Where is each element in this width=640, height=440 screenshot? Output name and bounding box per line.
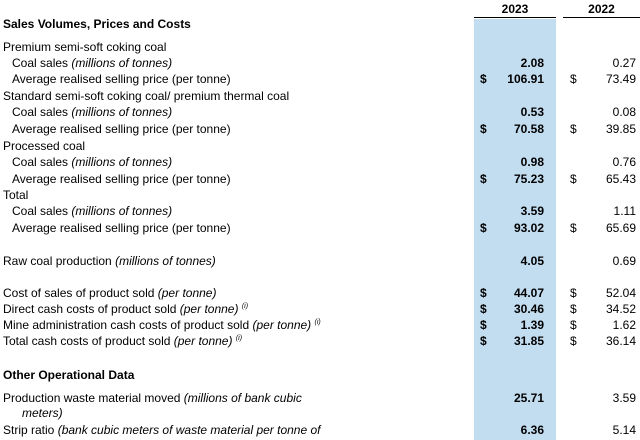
column-header-2022: 2022 bbox=[588, 2, 615, 16]
value-2022: 5.14 bbox=[612, 423, 636, 437]
column-header-2023-rule bbox=[474, 17, 556, 18]
currency-symbol: $ bbox=[570, 122, 577, 136]
value-2022: 39.85 bbox=[605, 122, 636, 136]
row-label: Production waste material moved (millions of bank cubic bbox=[3, 391, 302, 405]
currency-symbol: $ bbox=[480, 221, 487, 235]
value-2022: 0.08 bbox=[612, 105, 636, 119]
value-2023: 4.05 bbox=[520, 254, 544, 268]
currency-symbol: $ bbox=[570, 172, 577, 186]
currency-symbol: $ bbox=[480, 72, 487, 86]
value-2022: 34.52 bbox=[605, 302, 636, 316]
value-2022: 65.43 bbox=[605, 172, 636, 186]
value-2023: 31.85 bbox=[513, 334, 544, 348]
row-label: Cost of sales of product sold (per tonne) bbox=[3, 286, 217, 300]
value-2022: 52.04 bbox=[605, 286, 636, 300]
group-title: Total bbox=[3, 188, 29, 202]
currency-symbol: $ bbox=[570, 221, 577, 235]
row-label: Average realised selling price (per tonne) bbox=[12, 72, 231, 86]
value-2023: 25.71 bbox=[513, 391, 544, 405]
other-section-title: Other Operational Data bbox=[3, 368, 135, 382]
currency-symbol: $ bbox=[480, 334, 487, 348]
row-label: Average realised selling price (per tonne) bbox=[12, 221, 231, 235]
currency-symbol: $ bbox=[480, 122, 487, 136]
group-title: Standard semi-soft coking coal/ premium thermal coal bbox=[3, 89, 290, 103]
footnote-marker: (i) bbox=[314, 319, 321, 326]
currency-symbol: $ bbox=[480, 172, 487, 186]
currency-symbol: $ bbox=[570, 302, 577, 316]
section-title: Sales Volumes, Prices and Costs bbox=[3, 17, 191, 31]
value-2023: 30.46 bbox=[513, 302, 544, 316]
currency-symbol: $ bbox=[480, 286, 487, 300]
currency-symbol: $ bbox=[570, 334, 577, 348]
value-2022: 36.14 bbox=[605, 334, 636, 348]
group-title: Premium semi-soft coking coal bbox=[3, 40, 167, 54]
currency-symbol: $ bbox=[480, 318, 487, 332]
currency-symbol: $ bbox=[570, 318, 577, 332]
value-2023: 2.08 bbox=[520, 56, 544, 70]
row-label: Coal sales (millions of tonnes) bbox=[12, 155, 173, 169]
row-label: Mine administration cash costs of product sold (per tonne) $^{(i)}$ bbox=[3, 318, 321, 332]
value-2022: 1.62 bbox=[612, 318, 636, 332]
row-label: Coal sales (millions of tonnes) bbox=[12, 105, 173, 119]
value-2022: 0.69 bbox=[612, 254, 636, 268]
value-2022: 3.59 bbox=[612, 391, 636, 405]
row-label: Strip ratio (bank cubic meters of waste material per tonne of bbox=[3, 423, 321, 437]
group-title: Processed coal bbox=[3, 139, 86, 153]
value-2023: 44.07 bbox=[513, 286, 544, 300]
currency-symbol: $ bbox=[570, 72, 577, 86]
value-2022: 0.27 bbox=[612, 56, 636, 70]
value-2023: 6.36 bbox=[520, 423, 544, 437]
row-label: Raw coal production (millions of tonnes) bbox=[3, 254, 216, 268]
value-2023: 75.23 bbox=[513, 172, 544, 186]
row-label: Coal sales (millions of tonnes) bbox=[12, 204, 173, 218]
column-header-2023: 2023 bbox=[501, 2, 529, 16]
footnote-marker: (i) bbox=[235, 335, 243, 342]
value-2022: 65.69 bbox=[605, 221, 636, 235]
row-label-continued: meters) bbox=[22, 406, 63, 420]
value-2023: 3.59 bbox=[520, 204, 544, 218]
value-2023: 106.91 bbox=[507, 72, 544, 86]
currency-symbol: $ bbox=[570, 286, 577, 300]
footnote-marker: (i) bbox=[241, 303, 249, 310]
row-label: Direct cash costs of product sold (per tonne) $^{(i)}$ bbox=[3, 302, 249, 316]
value-2022: 0.76 bbox=[612, 155, 636, 169]
value-2022: 73.49 bbox=[605, 72, 636, 86]
value-2023: 0.98 bbox=[520, 155, 544, 169]
value-2023: 70.58 bbox=[513, 122, 544, 136]
row-label: Average realised selling price (per tonne) bbox=[12, 122, 231, 136]
row-label: Total cash costs of product sold (per tonne) $^{(i)}$ bbox=[3, 334, 243, 348]
column-header-2022-rule bbox=[563, 17, 640, 18]
value-2023: 0.53 bbox=[520, 105, 544, 119]
row-label: Coal sales (millions of tonnes) bbox=[12, 56, 173, 70]
row-label: Average realised selling price (per tonne) bbox=[12, 172, 231, 186]
value-2022: 1.11 bbox=[613, 204, 636, 218]
currency-symbol: $ bbox=[480, 302, 487, 316]
value-2023: 93.02 bbox=[513, 221, 544, 235]
value-2023: 1.39 bbox=[520, 318, 544, 332]
